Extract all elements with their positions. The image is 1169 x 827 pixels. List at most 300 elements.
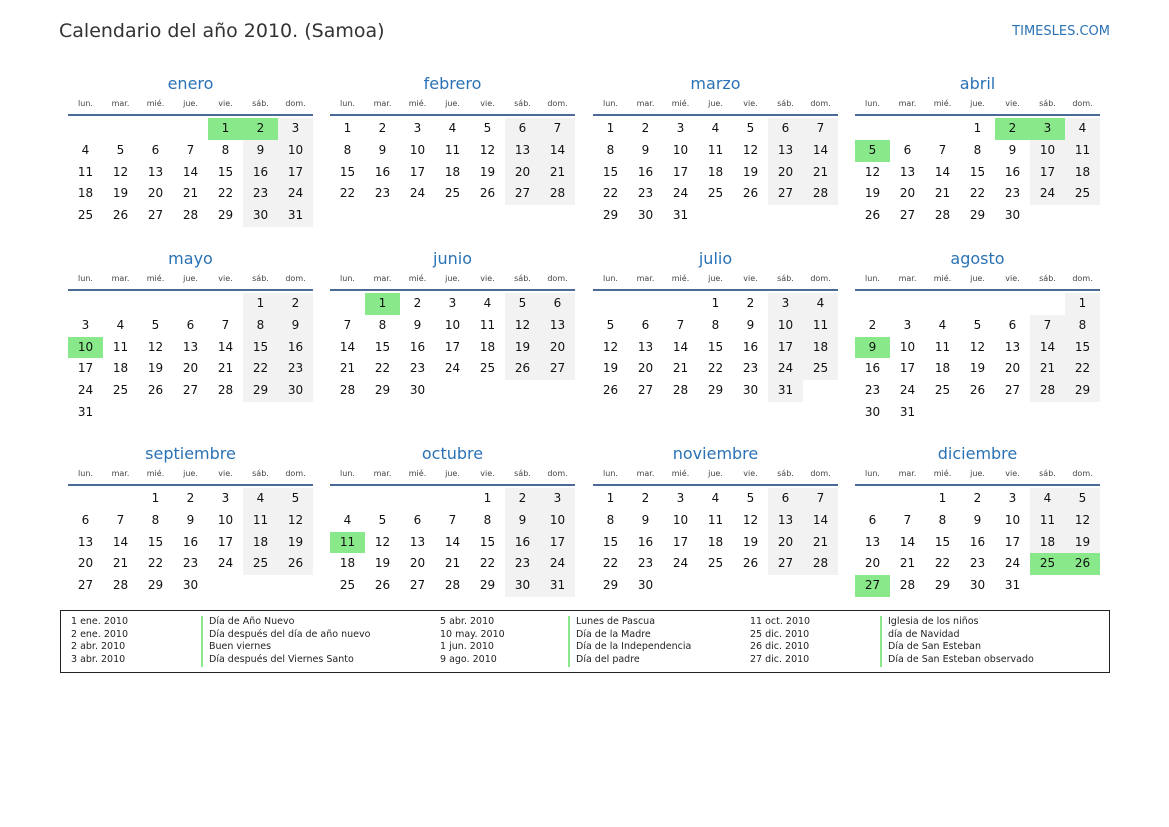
day-cell: 7 [116, 512, 125, 527]
day-cell: 16 [637, 534, 654, 549]
weekday-label: mar. [898, 99, 917, 108]
day-cell: 28 [899, 578, 916, 593]
month-divider [855, 114, 1100, 116]
month-junio [330, 248, 575, 402]
day-cell: 27 [768, 553, 803, 575]
day-cell: 7 [803, 488, 838, 510]
weekday-label: mié. [146, 469, 165, 478]
day-cell: 21 [112, 556, 129, 571]
day-cell: 7 [343, 317, 352, 332]
weekday-label: vie. [218, 274, 233, 283]
empty-cell [855, 488, 890, 510]
weekday-label: jue. [708, 469, 723, 478]
legend-date: 5 abr. 2010 [440, 616, 495, 627]
day-cell: 3 [1008, 491, 1017, 505]
day-cell: 6 [413, 512, 422, 527]
day-cell: 7 [448, 512, 457, 527]
empty-cell [103, 118, 138, 140]
day-cell: 14 [112, 534, 129, 549]
day-cell: 9 [243, 140, 278, 162]
day-cell: 15 [969, 164, 986, 179]
day-cell: 1 [243, 293, 278, 315]
day-cell: 14 [217, 339, 234, 354]
day-cell: 9 [1008, 142, 1017, 157]
weekday-label: dom. [547, 99, 568, 108]
month-divider [593, 114, 838, 116]
day-cell: 15 [217, 164, 234, 179]
day-cell: 22 [217, 186, 234, 201]
day-cell: 2 [641, 491, 650, 505]
empty-cell [330, 488, 365, 510]
day-cell: 27 [540, 358, 575, 380]
day-cell: 18 [479, 339, 496, 354]
day-cell: 22 [602, 186, 619, 201]
day-cell: 23 [864, 383, 881, 398]
day-cell: 17 [217, 534, 234, 549]
day-cell: 1 [973, 121, 982, 135]
day-cell: 14 [540, 140, 575, 162]
day-cell: 27 [505, 183, 540, 205]
day-cell: 11 [444, 142, 461, 157]
day-cell: 24 [1030, 183, 1065, 205]
holiday-day: 10 [68, 337, 103, 359]
day-cell: 14 [339, 339, 356, 354]
day-cell: 12 [374, 534, 391, 549]
day-cell: 27 [77, 578, 94, 593]
month-name: noviembre [672, 444, 759, 463]
day-cell: 8 [606, 512, 615, 527]
day-cell: 13 [899, 164, 916, 179]
day-cell: 9 [378, 142, 387, 157]
day-cell: 17 [1030, 162, 1065, 184]
month-noviembre [593, 443, 838, 597]
empty-cell [960, 293, 995, 315]
weekday-label: lun. [865, 99, 880, 108]
month-name: febrero [423, 74, 482, 93]
day-cell: 11 [77, 164, 94, 179]
day-cell: 5 [746, 491, 755, 505]
weekday-label: lun. [603, 469, 618, 478]
day-cell: 28 [540, 183, 575, 205]
weekday-label: jue. [970, 99, 985, 108]
weekday-label: jue. [970, 469, 985, 478]
empty-cell [330, 293, 365, 315]
day-cell: 28 [672, 383, 689, 398]
day-grid [330, 488, 575, 597]
month-enero [68, 73, 313, 227]
day-cell: 30 [243, 205, 278, 227]
weekday-label: lun. [603, 274, 618, 283]
day-cell: 17 [768, 337, 803, 359]
weekday-label: mié. [146, 99, 165, 108]
weekday-label: vie. [743, 469, 758, 478]
day-cell: 15 [602, 164, 619, 179]
empty-cell [1030, 293, 1065, 315]
day-cell: 4 [483, 296, 492, 310]
day-cell: 16 [278, 337, 313, 359]
day-cell: 27 [768, 183, 803, 205]
legend-dates-column [71, 616, 128, 667]
day-cell: 26 [147, 383, 164, 398]
day-cell: 30 [969, 578, 986, 593]
day-cell: 14 [899, 534, 916, 549]
day-cell: 29 [934, 578, 951, 593]
weekday-label: mar. [373, 99, 392, 108]
month-diciembre [855, 443, 1100, 597]
day-cell: 6 [768, 118, 803, 140]
day-cell: 5 [746, 121, 755, 135]
day-cell: 9 [278, 315, 313, 337]
day-cell: 29 [479, 578, 496, 593]
weekday-label: mié. [933, 99, 952, 108]
weekday-label: mié. [408, 99, 427, 108]
day-cell: 22 [969, 186, 986, 201]
day-cell: 26 [602, 383, 619, 398]
month-divider [593, 484, 838, 486]
day-cell: 30 [637, 208, 654, 223]
month-divider [330, 289, 575, 291]
day-cell: 5 [973, 317, 982, 332]
day-cell: 2 [868, 317, 877, 332]
weekday-header [855, 272, 1100, 289]
day-cell: 12 [742, 512, 759, 527]
day-cell: 27 [899, 208, 916, 223]
weekday-label: sáb. [252, 99, 269, 108]
legend-date: 9 ago. 2010 [440, 654, 497, 666]
day-cell: 11 [1030, 510, 1065, 532]
empty-cell [68, 293, 103, 315]
month-agosto [855, 248, 1100, 424]
weekday-header [68, 467, 313, 484]
holiday-day: 11 [330, 532, 365, 554]
day-grid [593, 118, 838, 227]
day-cell: 1 [1065, 293, 1100, 315]
weekday-label: jue. [708, 274, 723, 283]
day-cell: 26 [505, 358, 540, 380]
day-cell: 19 [505, 337, 540, 359]
weekday-label: mié. [671, 99, 690, 108]
month-abril [855, 73, 1100, 227]
day-cell: 9 [641, 142, 650, 157]
day-cell: 28 [444, 578, 461, 593]
day-cell: 5 [278, 488, 313, 510]
legend-date: 3 abr. 2010 [71, 654, 126, 666]
weekday-label: vie. [480, 99, 495, 108]
weekday-header [593, 467, 838, 484]
day-cell: 12 [147, 339, 164, 354]
empty-cell [593, 293, 628, 315]
day-cell: 2 [641, 121, 650, 135]
day-cell: 8 [973, 142, 982, 157]
month-name: julio [698, 249, 733, 268]
day-cell: 19 [278, 532, 313, 554]
day-cell: 7 [221, 317, 230, 332]
day-cell: 26 [864, 208, 881, 223]
day-cell: 31 [1004, 578, 1021, 593]
day-cell: 21 [803, 162, 838, 184]
day-cell: 31 [278, 205, 313, 227]
weekday-label: jue. [445, 469, 460, 478]
weekday-label: sáb. [514, 274, 531, 283]
day-cell: 27 [637, 383, 654, 398]
empty-cell [365, 488, 400, 510]
day-cell: 2 [413, 296, 422, 310]
month-name: marzo [690, 74, 741, 93]
day-cell: 3 [676, 121, 685, 135]
day-cell: 25 [1065, 183, 1100, 205]
day-cell: 24 [278, 183, 313, 205]
weekday-label: mar. [636, 99, 655, 108]
day-cell: 8 [151, 512, 160, 527]
weekday-label: sáb. [777, 469, 794, 478]
day-cell: 23 [1004, 186, 1021, 201]
day-cell: 29 [243, 380, 278, 402]
day-grid [855, 488, 1100, 597]
legend-date: 27 dic. 2010 [750, 654, 810, 666]
day-cell: 18 [112, 361, 129, 376]
weekday-label: jue. [183, 99, 198, 108]
day-cell: 23 [374, 186, 391, 201]
day-cell: 1 [711, 296, 720, 310]
day-grid [68, 293, 313, 424]
empty-cell [995, 293, 1030, 315]
day-cell: 3 [676, 491, 685, 505]
month-divider [68, 484, 313, 486]
day-cell: 30 [864, 404, 881, 419]
month-name: abril [959, 74, 996, 93]
empty-cell [890, 488, 925, 510]
weekday-label: sáb. [514, 99, 531, 108]
month-septiembre [68, 443, 313, 597]
day-cell: 17 [1004, 534, 1021, 549]
day-cell: 30 [637, 578, 654, 593]
weekday-header [68, 97, 313, 114]
day-cell: 6 [540, 293, 575, 315]
day-cell: 17 [672, 164, 689, 179]
day-cell: 20 [409, 556, 426, 571]
day-cell: 13 [637, 339, 654, 354]
weekday-label: mar. [373, 469, 392, 478]
day-cell: 30 [409, 383, 426, 398]
day-cell: 11 [243, 510, 278, 532]
day-cell: 14 [182, 164, 199, 179]
day-cell: 8 [483, 512, 492, 527]
day-cell: 25 [77, 208, 94, 223]
holiday-day: 1 [208, 118, 243, 140]
month-name: octubre [421, 444, 484, 463]
empty-cell [138, 293, 173, 315]
empty-cell [628, 293, 663, 315]
day-cell: 4 [1030, 488, 1065, 510]
day-cell: 29 [602, 208, 619, 223]
day-grid [330, 118, 575, 205]
day-cell: 25 [707, 556, 724, 571]
weekday-label: sáb. [777, 274, 794, 283]
weekday-header [68, 272, 313, 289]
legend-date: 1 jun. 2010 [440, 641, 494, 653]
day-cell: 18 [707, 534, 724, 549]
day-cell: 31 [768, 380, 803, 402]
day-cell: 21 [339, 361, 356, 376]
weekday-label: vie. [480, 274, 495, 283]
weekday-label: dom. [810, 469, 831, 478]
day-cell: 7 [540, 118, 575, 140]
day-cell: 3 [903, 317, 912, 332]
holiday-day: 9 [855, 337, 890, 359]
day-cell: 28 [1030, 380, 1065, 402]
day-cell: 1 [606, 491, 615, 505]
day-cell: 5 [378, 512, 387, 527]
day-cell: 18 [77, 186, 94, 201]
day-cell: 24 [672, 556, 689, 571]
day-cell: 9 [505, 510, 540, 532]
empty-cell [208, 293, 243, 315]
holiday-day: 26 [1065, 553, 1100, 575]
day-cell: 19 [602, 361, 619, 376]
month-mayo [68, 248, 313, 424]
legend-names-column [880, 616, 1034, 667]
empty-cell [435, 488, 470, 510]
weekday-label: dom. [285, 469, 306, 478]
empty-cell [173, 293, 208, 315]
day-cell: 10 [899, 339, 916, 354]
day-cell: 15 [602, 534, 619, 549]
day-cell: 21 [934, 186, 951, 201]
day-cell: 20 [147, 186, 164, 201]
weekday-label: dom. [1072, 274, 1093, 283]
day-cell: 2 [186, 491, 195, 505]
day-cell: 15 [479, 534, 496, 549]
weekday-label: lun. [78, 99, 93, 108]
day-cell: 29 [374, 383, 391, 398]
day-cell: 20 [899, 186, 916, 201]
legend-date: 10 may. 2010 [440, 628, 505, 640]
weekday-label: jue. [183, 469, 198, 478]
day-cell: 25 [707, 186, 724, 201]
day-cell: 25 [803, 358, 838, 380]
legend-holiday-name: día de Navidad [888, 628, 960, 640]
weekday-label: mié. [408, 274, 427, 283]
day-cell: 8 [711, 317, 720, 332]
weekday-label: vie. [218, 99, 233, 108]
day-cell: 13 [505, 140, 540, 162]
day-cell: 3 [278, 118, 313, 140]
day-cell: 18 [803, 337, 838, 359]
weekday-label: vie. [743, 99, 758, 108]
day-cell: 6 [903, 142, 912, 157]
day-cell: 20 [1004, 361, 1021, 376]
legend-holiday-name: Día después del Viernes Santo [209, 654, 354, 666]
weekday-label: jue. [708, 99, 723, 108]
weekday-label: vie. [1005, 274, 1020, 283]
day-cell: 5 [116, 142, 125, 157]
day-cell: 1 [151, 491, 160, 505]
day-cell: 7 [1030, 315, 1065, 337]
day-cell: 16 [969, 534, 986, 549]
weekday-label: vie. [1005, 469, 1020, 478]
day-cell: 11 [707, 142, 724, 157]
day-cell: 21 [540, 162, 575, 184]
weekday-label: vie. [218, 469, 233, 478]
day-cell: 3 [448, 296, 457, 310]
day-cell: 16 [409, 339, 426, 354]
day-cell: 14 [1030, 337, 1065, 359]
holiday-day: 2 [995, 118, 1030, 140]
day-cell: 6 [1008, 317, 1017, 332]
day-cell: 23 [505, 553, 540, 575]
weekday-label: mar. [898, 469, 917, 478]
day-cell: 26 [278, 553, 313, 575]
day-cell: 6 [186, 317, 195, 332]
day-cell: 23 [742, 361, 759, 376]
day-cell: 18 [1030, 532, 1065, 554]
day-cell: 13 [768, 140, 803, 162]
weekday-label: dom. [1072, 469, 1093, 478]
day-cell: 7 [938, 142, 947, 157]
day-cell: 28 [182, 208, 199, 223]
day-cell: 6 [505, 118, 540, 140]
legend-holiday-name: Iglesia de los niños [888, 616, 979, 627]
day-cell: 14 [444, 534, 461, 549]
legend-holiday-name: Día de la Madre [576, 628, 651, 640]
weekday-label: dom. [810, 274, 831, 283]
legend-date: 26 dic. 2010 [750, 641, 810, 653]
month-name: enero [167, 74, 214, 93]
day-cell: 28 [339, 383, 356, 398]
day-cell: 11 [112, 339, 129, 354]
weekday-label: lun. [340, 99, 355, 108]
day-cell: 22 [479, 556, 496, 571]
day-cell: 26 [742, 556, 759, 571]
holiday-day: 1 [365, 293, 400, 315]
day-cell: 17 [672, 534, 689, 549]
day-cell: 16 [243, 162, 278, 184]
day-cell: 28 [803, 553, 838, 575]
day-cell: 1 [606, 121, 615, 135]
weekday-header [855, 97, 1100, 114]
legend-date: 2 abr. 2010 [71, 641, 126, 653]
day-cell: 18 [444, 164, 461, 179]
day-cell: 14 [934, 164, 951, 179]
day-cell: 22 [147, 556, 164, 571]
weekday-label: jue. [970, 274, 985, 283]
weekday-label: mié. [671, 274, 690, 283]
day-cell: 10 [672, 142, 689, 157]
day-cell: 3 [81, 317, 90, 332]
day-cell: 13 [1004, 339, 1021, 354]
day-cell: 18 [1065, 162, 1100, 184]
day-cell: 21 [1030, 358, 1065, 380]
day-cell: 12 [505, 315, 540, 337]
weekday-label: mié. [933, 274, 952, 283]
day-cell: 24 [77, 383, 94, 398]
day-cell: 27 [1004, 383, 1021, 398]
day-grid [593, 488, 838, 597]
day-cell: 29 [602, 578, 619, 593]
holiday-day: 5 [855, 140, 890, 162]
day-cell: 10 [768, 315, 803, 337]
day-cell: 11 [707, 512, 724, 527]
weekday-label: mié. [408, 469, 427, 478]
legend-dates-column [440, 616, 505, 667]
day-cell: 17 [278, 162, 313, 184]
day-cell: 24 [899, 383, 916, 398]
day-cell: 20 [182, 361, 199, 376]
day-cell: 16 [742, 339, 759, 354]
day-cell: 25 [112, 383, 129, 398]
day-cell: 20 [77, 556, 94, 571]
brand-link[interactable]: TIMESLES.COM [1012, 24, 1110, 39]
